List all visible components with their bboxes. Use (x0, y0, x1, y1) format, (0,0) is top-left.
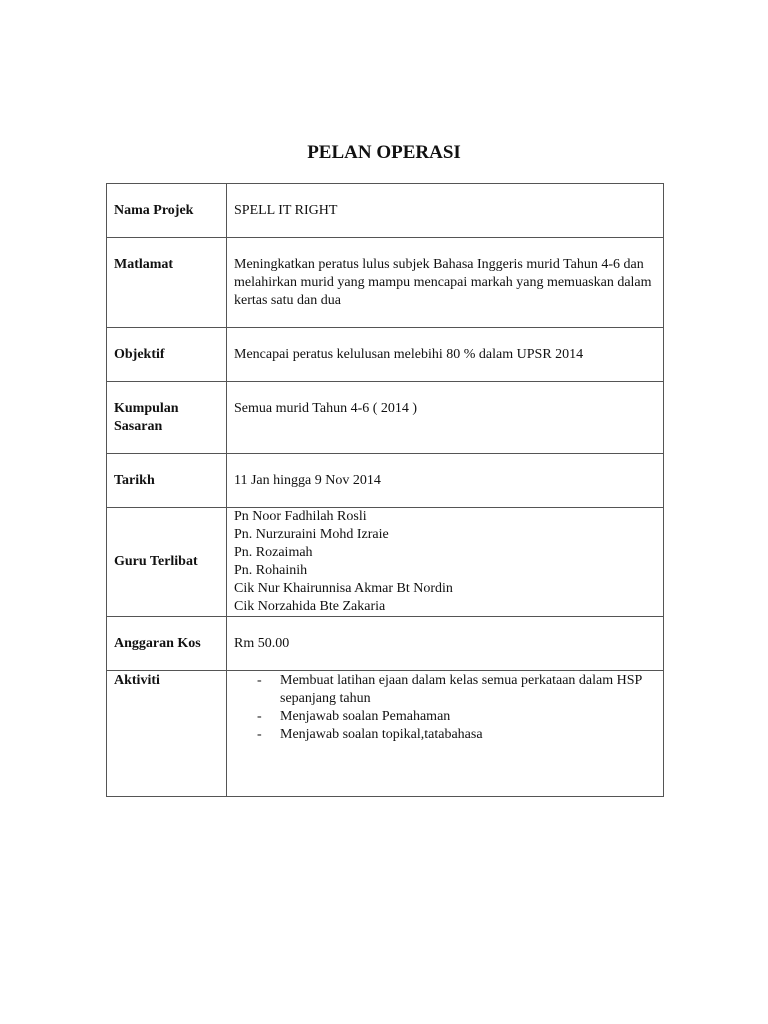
label-matlamat: Matlamat (107, 238, 227, 328)
label-aktiviti: Aktiviti (107, 671, 227, 797)
activity-text: Menjawab soalan Pemahaman (280, 709, 451, 724)
bullet-dash: - (257, 673, 262, 688)
label-tarikh: Tarikh (107, 454, 227, 508)
teacher-name: Pn. Rohainih (234, 563, 308, 578)
row-guru-terlibat (107, 508, 664, 617)
list-item (234, 708, 657, 726)
bullet-dash: - (257, 709, 262, 724)
value-aktiviti (227, 671, 664, 797)
row-objektif (107, 328, 664, 382)
teacher-name: Pn. Nurzuraini Mohd Izraie (234, 527, 389, 542)
teacher-name: Cik Nur Khairunnisa Akmar Bt Nordin (234, 581, 453, 596)
teacher-name: Cik Norzahida Bte Zakaria (234, 599, 386, 614)
label-objektif: Objektif (107, 328, 227, 382)
label-guru-terlibat: Guru Terlibat (107, 508, 227, 617)
row-matlamat (107, 238, 664, 328)
bullet-dash: - (257, 727, 262, 742)
operation-plan-table (106, 183, 664, 797)
activity-text: Membuat latihan ejaan dalam kelas semua perkataan dalam HSP sepanjang tahun (280, 673, 642, 706)
value-guru-terlibat (227, 508, 664, 617)
row-anggaran-kos (107, 617, 664, 671)
row-aktiviti (107, 671, 664, 797)
value-anggaran-kos: Rm 50.00 (227, 617, 664, 671)
label-nama-projek: Nama Projek (107, 184, 227, 238)
label-anggaran-kos: Anggaran Kos (107, 617, 227, 671)
activity-list (234, 672, 657, 744)
list-item (234, 672, 657, 708)
teacher-name: Pn Noor Fadhilah Rosli (234, 509, 367, 524)
value-kumpulan-sasaran: Semua murid Tahun 4-6 ( 2014 ) (227, 382, 664, 454)
row-kumpulan-sasaran (107, 382, 664, 454)
activity-text: Menjawab soalan topikal,tatabahasa (280, 727, 483, 742)
list-item (234, 726, 657, 744)
teacher-name: Pn. Rozaimah (234, 545, 313, 560)
value-objektif: Mencapai peratus kelulusan melebihi 80 % dalam UPSR 2014 (227, 328, 664, 382)
label-kumpulan-sasaran: Kumpulan Sasaran (107, 382, 227, 454)
value-tarikh: 11 Jan hingga 9 Nov 2014 (227, 454, 664, 508)
document-title: PELAN OPERASI (307, 142, 461, 163)
row-tarikh (107, 454, 664, 508)
row-nama-projek (107, 184, 664, 238)
value-nama-projek: SPELL IT RIGHT (227, 184, 664, 238)
value-matlamat: Meningkatkan peratus lulus subjek Bahasa Inggeris murid Tahun 4-6 dan melahirkan murid yang mampu mencapai markah yang memuaskan dalam kertas satu dan dua (227, 238, 664, 328)
